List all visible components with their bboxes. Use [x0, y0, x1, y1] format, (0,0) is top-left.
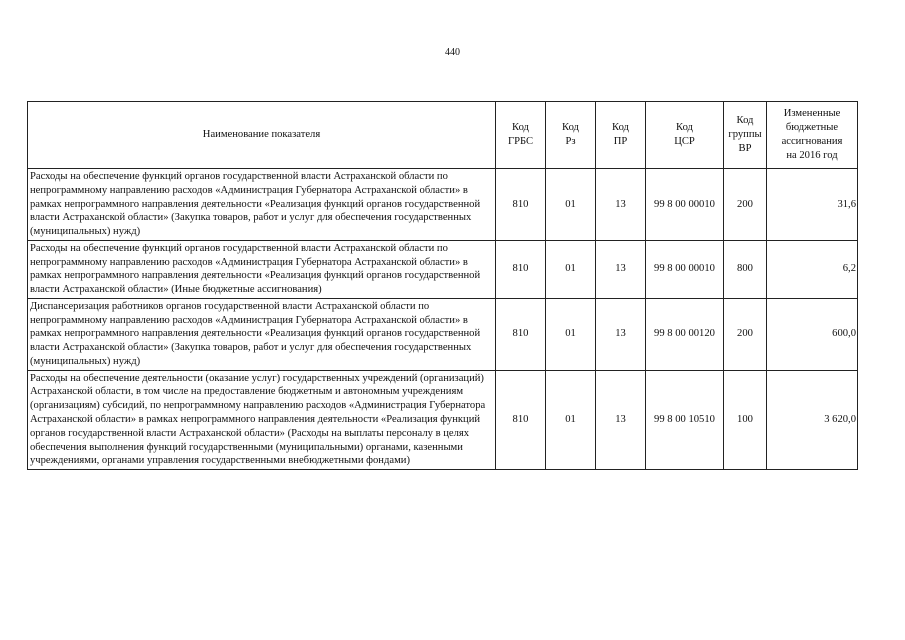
row-csr: 99 8 00 00010	[646, 240, 724, 298]
row-name: Расходы на обеспечение функций органов государственной власти Астраханской области по непрограммному направлению расходов «Администрация Губернатора Астраханской области» в рамках непрограммного направления деятельности «Реализация функций органов государственной власти Астраханской области» (Иные бюджетные ассигнования)	[28, 240, 496, 298]
row-csr: 99 8 00 00010	[646, 169, 724, 241]
table-header-row	[28, 102, 858, 169]
header-grbs: Код ГРБС	[496, 102, 546, 169]
row-vr: 200	[724, 298, 767, 370]
row-vr: 100	[724, 370, 767, 469]
row-vr: 200	[724, 169, 767, 241]
row-amount: 6,2	[767, 240, 858, 298]
row-pr: 13	[596, 298, 646, 370]
row-vr: 800	[724, 240, 767, 298]
row-grbs: 810	[496, 370, 546, 469]
table-row	[28, 370, 858, 469]
header-pr: Код ПР	[596, 102, 646, 169]
row-csr: 99 8 00 10510	[646, 370, 724, 469]
row-name: Расходы на обеспечение функций органов государственной власти Астраханской области по непрограммному направлению расходов «Администрация Губернатора Астраханской области» в рамках непрограммного направления деятельности «Реализация функций органов государственной власти Астраханской области» (Закупка товаров, работ и услуг для обеспечения государственных (муниципальных) нужд)	[28, 169, 496, 241]
table-row	[28, 169, 858, 241]
row-amount: 31,6	[767, 169, 858, 241]
row-amount: 3 620,0	[767, 370, 858, 469]
row-pr: 13	[596, 370, 646, 469]
row-rz: 01	[546, 169, 596, 241]
row-rz: 01	[546, 240, 596, 298]
row-csr: 99 8 00 00120	[646, 298, 724, 370]
header-name: Наименование показателя	[28, 102, 496, 169]
row-name: Расходы на обеспечение деятельности (оказание услуг) государственных учреждений (организаций) Астраханской области, в том числе на предоставление бюджетным и автономным учреждениям (организациям) субсидий, по непрограммному направлению расходов «Администрация Губернатора Астраханской области» в рамках непрограммного направления деятельности «Реализация функций органов государственной власти Астраханской области» (Расходы на выплаты персоналу в целях обеспечения выполнения функций государственными (муниципальными) органами, казенными учреждениями, органами управления государственными внебюджетными фондами)	[28, 370, 496, 469]
header-rz: Код Рз	[546, 102, 596, 169]
row-name: Диспансеризация работников органов государственной власти Астраханской области по непрограммному направлению расходов «Администрация Губернатора Астраханской области» в рамках непрограммного направления деятельности «Реализация функций органов государственной власти Астраханской области» (Закупка товаров, работ и услуг для обеспечения государственных (муниципальных) нужд)	[28, 298, 496, 370]
header-vr: Код группы ВР	[724, 102, 767, 169]
table-row	[28, 298, 858, 370]
row-grbs: 810	[496, 169, 546, 241]
row-pr: 13	[596, 240, 646, 298]
budget-table	[27, 101, 858, 470]
row-pr: 13	[596, 169, 646, 241]
row-grbs: 810	[496, 240, 546, 298]
header-csr: Код ЦСР	[646, 102, 724, 169]
header-amount: Измененные бюджетные ассигнования на 2016 год	[767, 102, 858, 169]
row-grbs: 810	[496, 298, 546, 370]
page-number: 440	[445, 47, 460, 58]
row-rz: 01	[546, 370, 596, 469]
row-amount: 600,0	[767, 298, 858, 370]
table-row	[28, 240, 858, 298]
row-rz: 01	[546, 298, 596, 370]
